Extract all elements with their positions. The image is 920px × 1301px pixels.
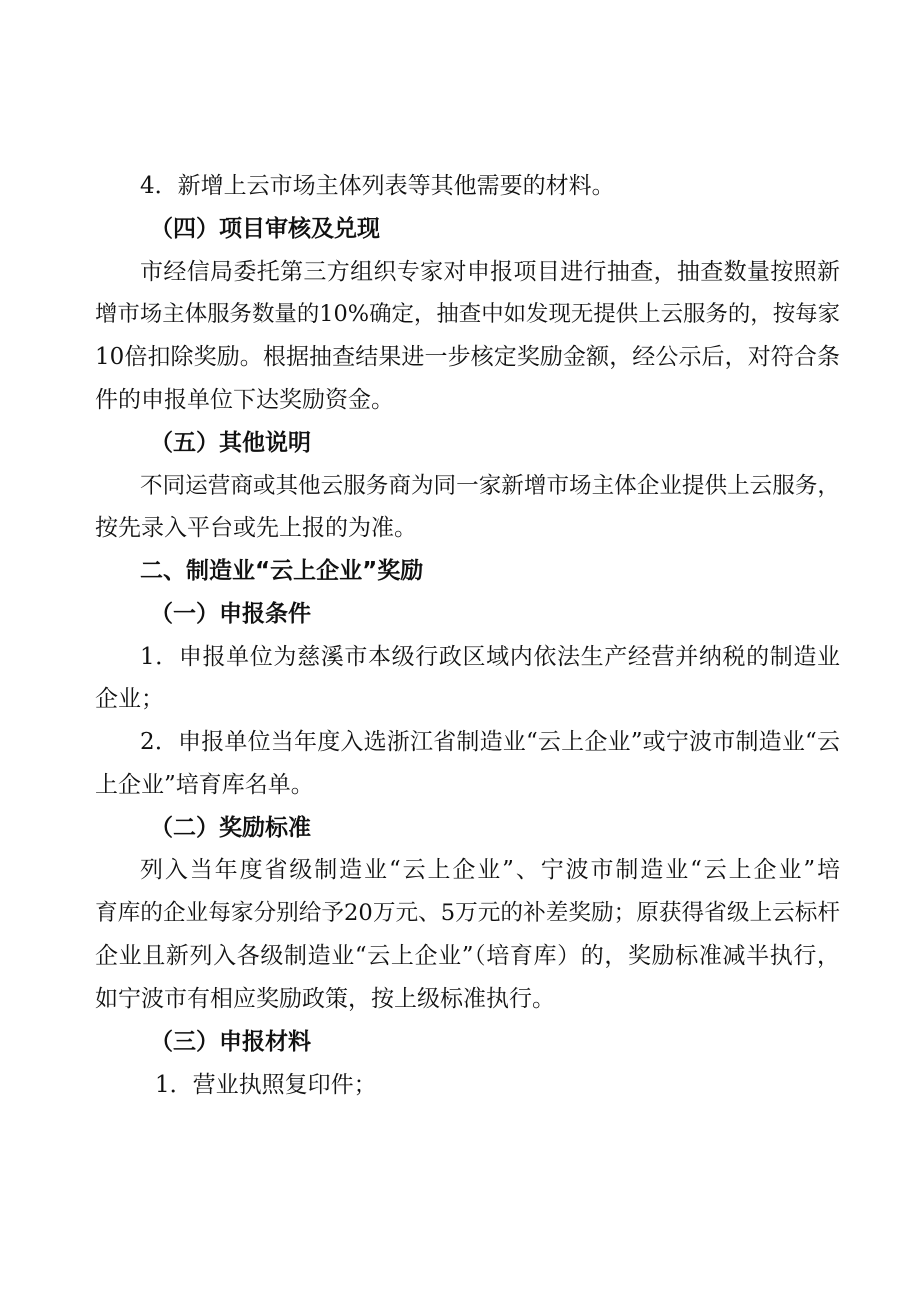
paragraph-notes-line-2: 按先录入平台或先上报的为准。 (95, 515, 417, 541)
list-item-condition-2-line-1: 2．申报单位当年度入选浙江省制造业“云上企业”或宁波市制造业“云 (140, 729, 840, 755)
list-item-materials-4: 4．新增上云市场主体列表等其他需要的材料。 (140, 173, 615, 199)
paragraph-reward-line-3: 企业且新列入各级制造业“云上企业”（培育库）的，奖励标准减半执行， (95, 943, 840, 969)
list-item-materials-1: 1．营业执照复印件； (155, 1072, 377, 1098)
list-item-condition-1-line-1: 1．申报单位为慈溪市本级行政区域内依法生产经营并纳税的制造业 (140, 644, 840, 670)
paragraph-reward-line-2: 育库的企业每家分别给予20万元、5万元的补差奖励；原获得省级上云标杆 (95, 900, 840, 926)
heading-other-notes: （五）其他说明 (150, 430, 311, 456)
paragraph-review-line-3: 10倍扣除奖励。根据抽查结果进一步核定奖励金额，经公示后，对符合条 (95, 344, 840, 370)
list-item-condition-1-line-2: 企业； (95, 686, 164, 712)
heading-reward-standard: （二）奖励标准 (150, 815, 311, 841)
heading-review-and-payout: （四）项目审核及兑现 (150, 216, 380, 242)
section-heading-manufacturing-cloud: 二、制造业“云上企业”奖励 (140, 558, 424, 584)
paragraph-notes-line-1: 不同运营商或其他云服务商为同一家新增市场主体企业提供上云服务， (140, 473, 840, 499)
paragraph-review-line-2: 增市场主体服务数量的10%确定，抽查中如发现无提供上云服务的，按每家 (95, 301, 840, 327)
paragraph-reward-line-1: 列入当年度省级制造业“云上企业”、宁波市制造业“云上企业”培 (140, 857, 840, 883)
paragraph-review-line-1: 市经信局委托第三方组织专家对申报项目进行抽查，抽查数量按照新 (140, 259, 840, 285)
paragraph-review-line-4: 件的申报单位下达奖励资金。 (95, 387, 394, 413)
heading-application-materials: （三）申报材料 (150, 1029, 311, 1055)
list-item-condition-2-line-2: 上企业”培育库名单。 (95, 772, 314, 798)
paragraph-reward-line-4: 如宁波市有相应奖励政策，按上级标准执行。 (95, 986, 555, 1012)
heading-application-conditions: （一）申报条件 (150, 601, 311, 627)
